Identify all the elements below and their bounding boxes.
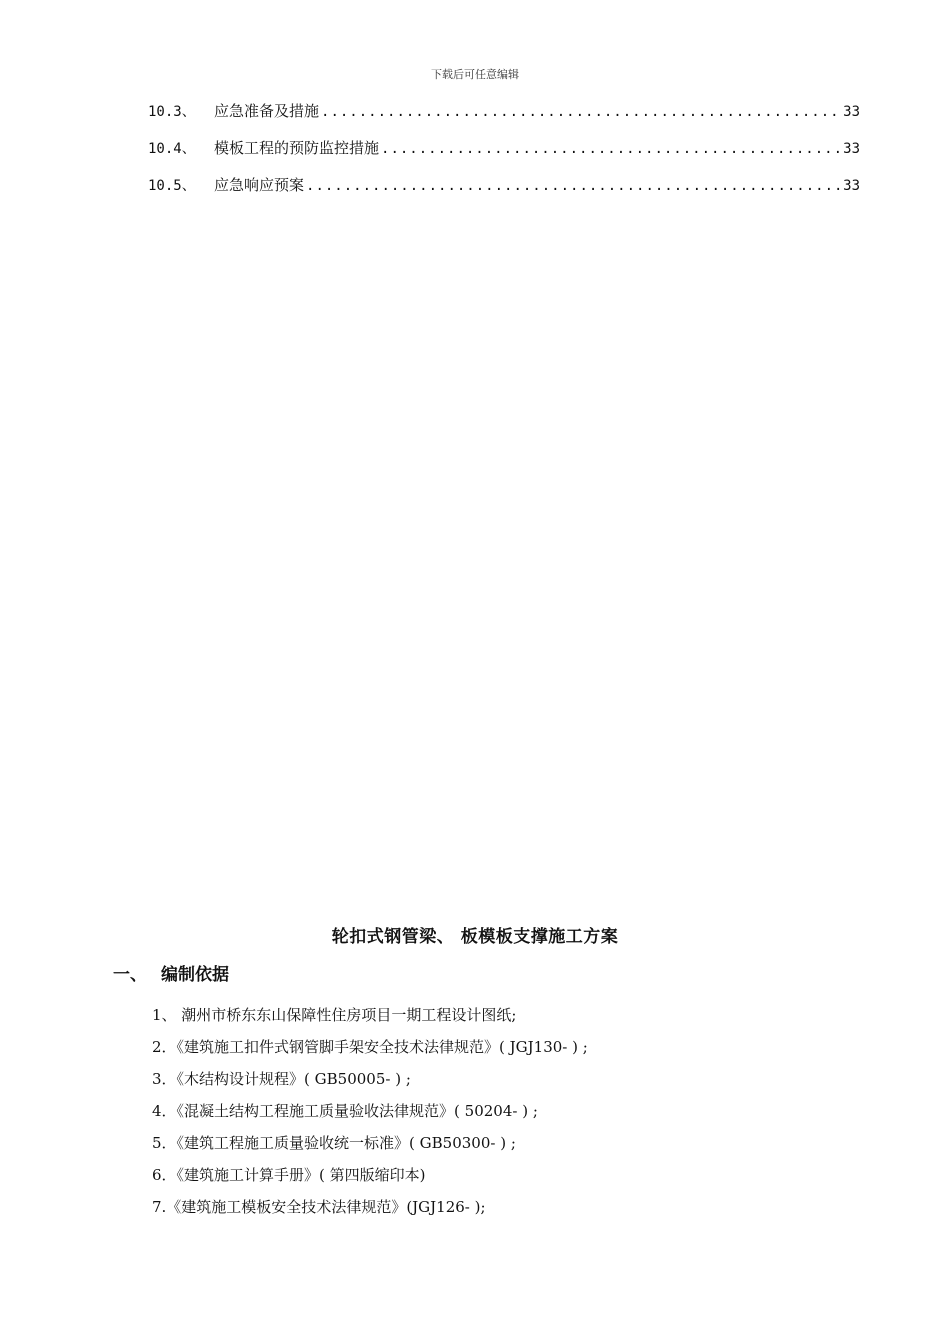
toc-entry-page: 33 bbox=[843, 178, 860, 194]
reference-item: 2．《建筑施工扣件式钢管脚手架安全技术法律规范》( JGJ130- ) ; bbox=[152, 1038, 588, 1056]
reference-item: 5．《建筑工程施工质量验收统一标准》( GB50300- ) ; bbox=[152, 1134, 516, 1152]
document-title: 轮扣式钢管梁、 板模板支撑施工方案 bbox=[331, 927, 619, 947]
toc-dot-leader bbox=[321, 104, 841, 120]
toc-entry-title: 应急准备及措施 bbox=[214, 102, 320, 120]
reference-list bbox=[152, 1004, 852, 1228]
reference-item: 3．《木结构设计规程》( GB50005- ) ; bbox=[152, 1070, 411, 1088]
reference-item: 1、 潮州市桥东东山保障性住房项目一期工程设计图纸; bbox=[152, 1006, 517, 1024]
toc-entry-number: 10.4、 bbox=[148, 141, 196, 157]
toc-dot-leader bbox=[306, 178, 841, 194]
section-heading-number: 一、 bbox=[113, 965, 147, 985]
toc-entry-title: 模板工程的预防监控措施 bbox=[214, 139, 380, 157]
toc-entry[interactable] bbox=[148, 137, 860, 174]
section-heading bbox=[113, 960, 229, 985]
toc-entry[interactable] bbox=[148, 100, 860, 137]
toc-dot-leader bbox=[381, 141, 841, 157]
toc-entry-page: 33 bbox=[843, 104, 860, 120]
reference-item: 7.《建筑施工模板安全技术法律规范》(JGJ126- ); bbox=[152, 1198, 486, 1216]
reference-item: 6．《建筑施工计算手册》( 第四版缩印本) bbox=[152, 1166, 426, 1184]
page-header-note: 下载后可任意编辑 bbox=[431, 68, 519, 81]
section-heading-title: 编制依据 bbox=[161, 965, 229, 985]
toc-entry-page: 33 bbox=[843, 141, 860, 157]
toc-entry[interactable] bbox=[148, 174, 860, 211]
table-of-contents bbox=[148, 100, 860, 211]
toc-entry-number: 10.5、 bbox=[148, 178, 196, 194]
toc-entry-title: 应急响应预案 bbox=[214, 176, 305, 194]
reference-item: 4．《混凝土结构工程施工质量验收法律规范》( 50204- ) ; bbox=[152, 1102, 538, 1120]
toc-entry-number: 10.3、 bbox=[148, 104, 196, 120]
